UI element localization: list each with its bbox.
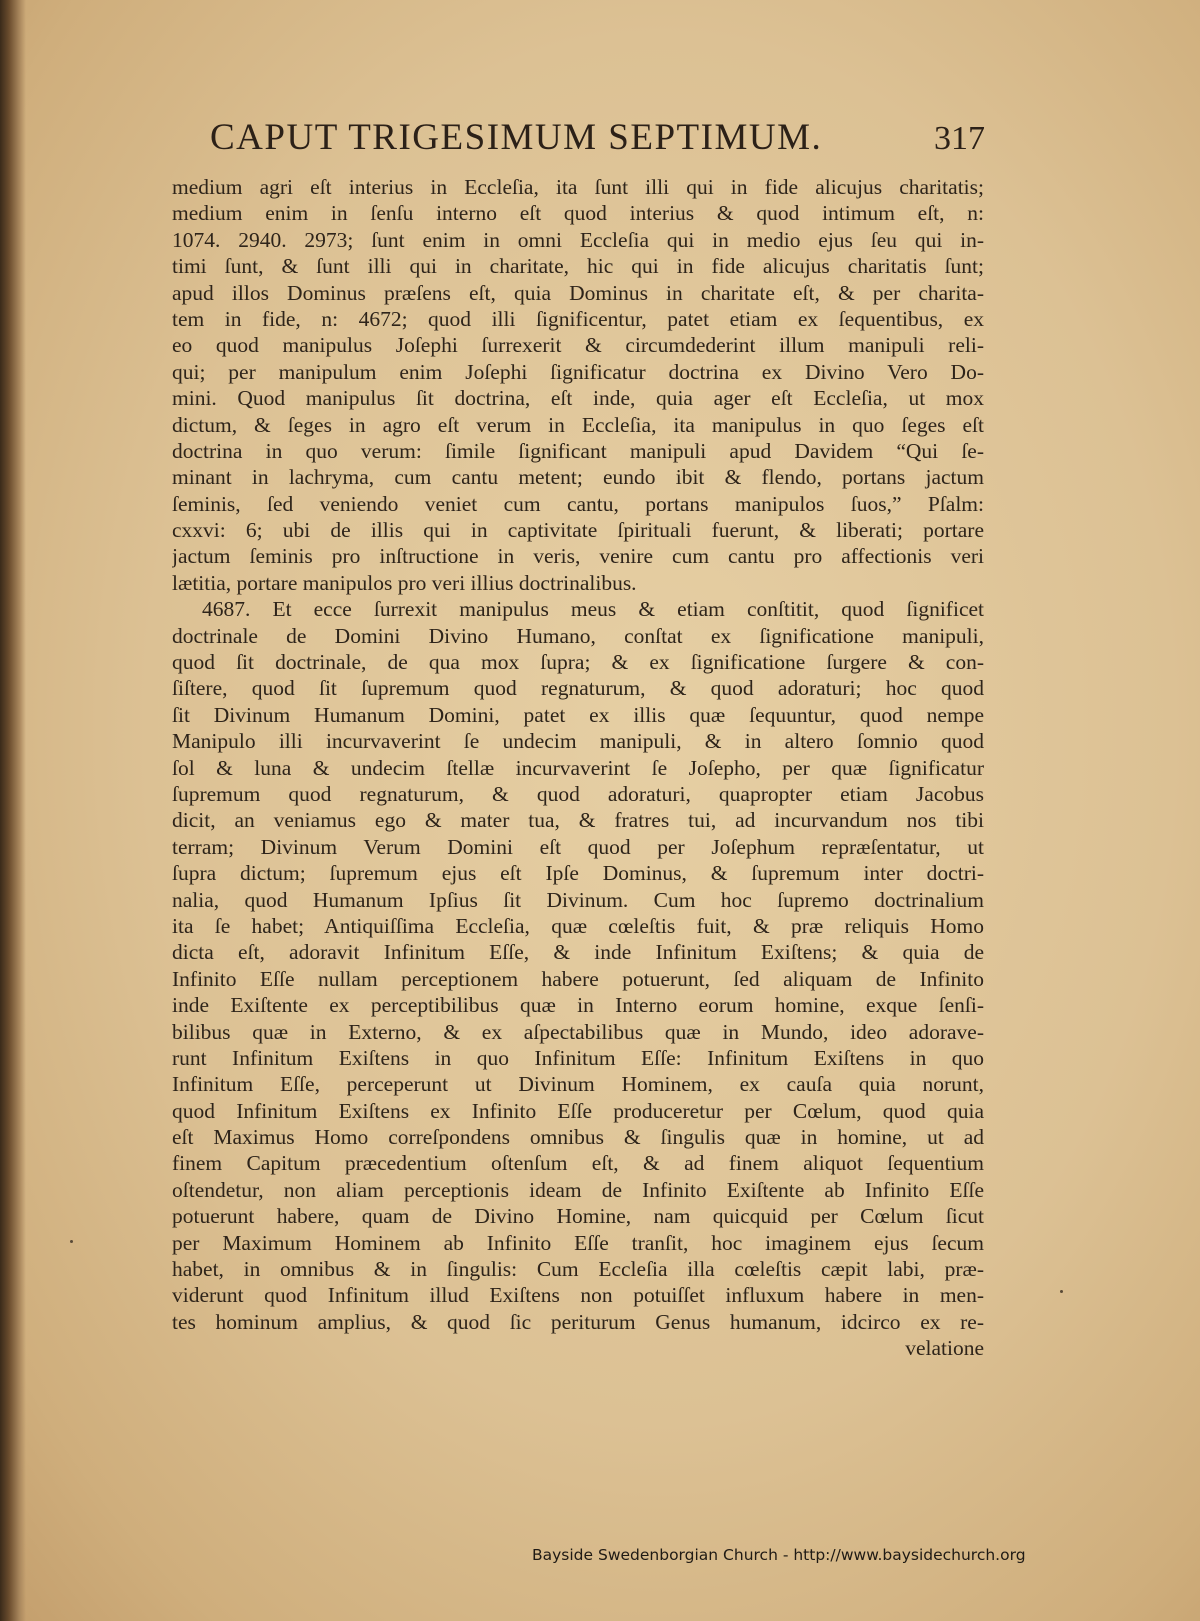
text-line: ſol & luna & undecim ſtellæ incurvaverint ſe Joſepho, per quæ ſignificatur <box>172 755 984 780</box>
text-line: viderunt quod Infinitum illud Exiſtens non potuiſſet influxum habere in men- <box>172 1283 984 1308</box>
text-line: mini. Quod manipulus ſit doctrina, eſt inde, quia ager eſt Eccleſia, ut mox <box>172 386 984 411</box>
book-binding-edge <box>0 0 26 1621</box>
text-line: Infinitum Eſſe, perceperunt ut Divinum Hominem, ex cauſa quia norunt, <box>172 1072 984 1097</box>
text-line: doctrinale de Domini Divino Humano, conſtat ex ſignificatione manipuli, <box>172 623 984 648</box>
text-line: dicta eſt, adoravit Infinitum Eſſe, & inde Infinitum Exiſtens; & quia de <box>172 940 984 965</box>
text-line: quod Infinitum Exiſtens ex Infinito Eſſe produceretur per Cœlum, quod quia <box>172 1098 984 1123</box>
text-line: per Maximum Hominem ab Infinito Eſſe tranſit, hoc imaginem ejus ſecum <box>172 1230 984 1255</box>
text-line: eſt Maximus Homo correſpondens omnibus & ſingulis quæ in homine, ut ad <box>172 1125 984 1150</box>
catchword: velatione <box>905 1336 984 1361</box>
body-text <box>172 174 984 1362</box>
footer-credit: Bayside Swedenborgian Church - http://www.baysidechurch.org <box>532 1546 1026 1564</box>
text-line: 1074. 2940. 2973; ſunt enim in omni Eccleſia qui in medio ejus ſeu qui in- <box>172 227 984 252</box>
text-line: oſtendetur, non aliam perceptionis ideam de Infinito Exiſtente ab Infinito Eſſe <box>172 1177 984 1202</box>
text-line: ſupremum quod regnaturum, & quod adoraturi, quapropter etiam Jacobus <box>172 781 984 806</box>
paragraph-start-line: 4687. Et ecce ſurrexit manipulus meus & etiam conſtitit, quod ſignificet <box>202 597 984 622</box>
text-line: tem in fide, n: 4672; quod illi ſignificentur, patet etiam ex ſequentibus, ex <box>172 306 984 331</box>
paper-speck <box>1060 1290 1063 1293</box>
text-line: jactum ſeminis pro inſtructione in veris, venire cum cantu pro affectionis veri <box>172 544 984 569</box>
text-line: minant in lachryma, cum cantu metent; eundo ibit & flendo, portans jactum <box>172 465 984 490</box>
text-line: quod ſit doctrinale, de qua mox ſupra; & ex ſignificatione ſurgere & con- <box>172 650 984 675</box>
text-line: dictum, & ſeges in agro eſt verum in Eccleſia, ita manipulus in quo ſeges eſt <box>172 412 984 437</box>
running-title: CAPUT TRIGESIMUM SEPTIMUM. <box>210 117 823 158</box>
text-line: qui; per manipulum enim Joſephi ſignificatur doctrina ex Divino Vero Do- <box>172 359 984 384</box>
paper-speck <box>70 1240 73 1243</box>
text-line: doctrina in quo verum: ſimile ſignificant manipuli apud Davidem “Qui ſe- <box>172 438 984 463</box>
text-line: terram; Divinum Verum Domini eſt quod per Joſephum repræſentatur, ut <box>172 834 984 859</box>
text-line: Manipulo illi incurvaverint ſe undecim manipuli, & in altero ſomnio quod <box>172 729 984 754</box>
text-line: bilibus quæ in Externo, & ex aſpectabilibus quæ in Mundo, ideo adorave- <box>172 1019 984 1044</box>
text-line: medium enim in ſenſu interno eſt quod interius & quod intimum eſt, n: <box>172 201 984 226</box>
text-line: medium agri eſt interius in Eccleſia, ita ſunt illi qui in fide alicujus charitatis; <box>172 175 984 199</box>
text-line: apud illos Dominus præſens eſt, quia Dominus in charitate eſt, & per charita- <box>172 280 984 305</box>
text-line: ſit Divinum Humanum Domini, patet ex illis quæ ſequuntur, quod nempe <box>172 702 984 727</box>
text-line: dicit, an veniamus ego & mater tua, & fratres tui, ad incurvandum nos tibi <box>172 808 984 833</box>
text-line: tes hominum amplius, & quod ſic periturum Genus humanum, idcirco ex re- <box>172 1309 984 1334</box>
text-line: Infinito Eſſe nullam perceptionem habere potuerunt, ſed aliquam de Infinito <box>172 966 984 991</box>
text-line: inde Exiſtente ex perceptibilibus quæ in Interno eorum homine, exque ſenſi- <box>172 993 984 1018</box>
text-line: ita ſe habet; Antiquiſſima Eccleſia, quæ cœleſtis fuit, & præ reliquis Homo <box>172 913 984 938</box>
text-line: habet, in omnibus & in ſingulis: Cum Eccleſia illa cœleſtis cæpit labi, præ- <box>172 1257 984 1282</box>
page-header <box>210 116 985 172</box>
page-number: 317 <box>934 120 985 157</box>
text-line: eo quod manipulus Joſephi ſurrexerit & circumdederint illum manipuli reli- <box>172 333 984 358</box>
text-line: lætitia, portare manipulos pro veri illius doctrinalibus. <box>172 570 637 595</box>
text-line: nalia, quod Humanum Ipſius ſit Divinum. Cum hoc ſupremo doctrinalium <box>172 887 984 912</box>
text-line: ſeminis, ſed veniendo veniet cum cantu, portans manipulos ſuos,” Pſalm: <box>172 491 984 516</box>
text-line: ſiſtere, quod ſit ſupremum quod regnaturum, & quod adoraturi; hoc quod <box>172 676 984 701</box>
text-line: potuerunt habere, quam de Divino Homine, nam quicquid per Cœlum ſicut <box>172 1204 984 1229</box>
text-line: finem Capitum præcedentium oſtenſum eſt, & ad finem aliquot ſequentium <box>172 1151 984 1176</box>
text-line: ſupra dictum; ſupremum ejus eſt Ipſe Dominus, & ſupremum inter doctri- <box>172 861 984 886</box>
text-line: timi ſunt, & ſunt illi qui in charitate, hic qui in fide alicujus charitatis ſunt; <box>172 254 984 279</box>
text-line: runt Infinitum Exiſtens in quo Infinitum Eſſe: Infinitum Exiſtens in quo <box>172 1045 984 1070</box>
text-line: cxxvi: 6; ubi de illis qui in captivitate ſpirituali fuerunt, & liberati; portare <box>172 518 984 543</box>
